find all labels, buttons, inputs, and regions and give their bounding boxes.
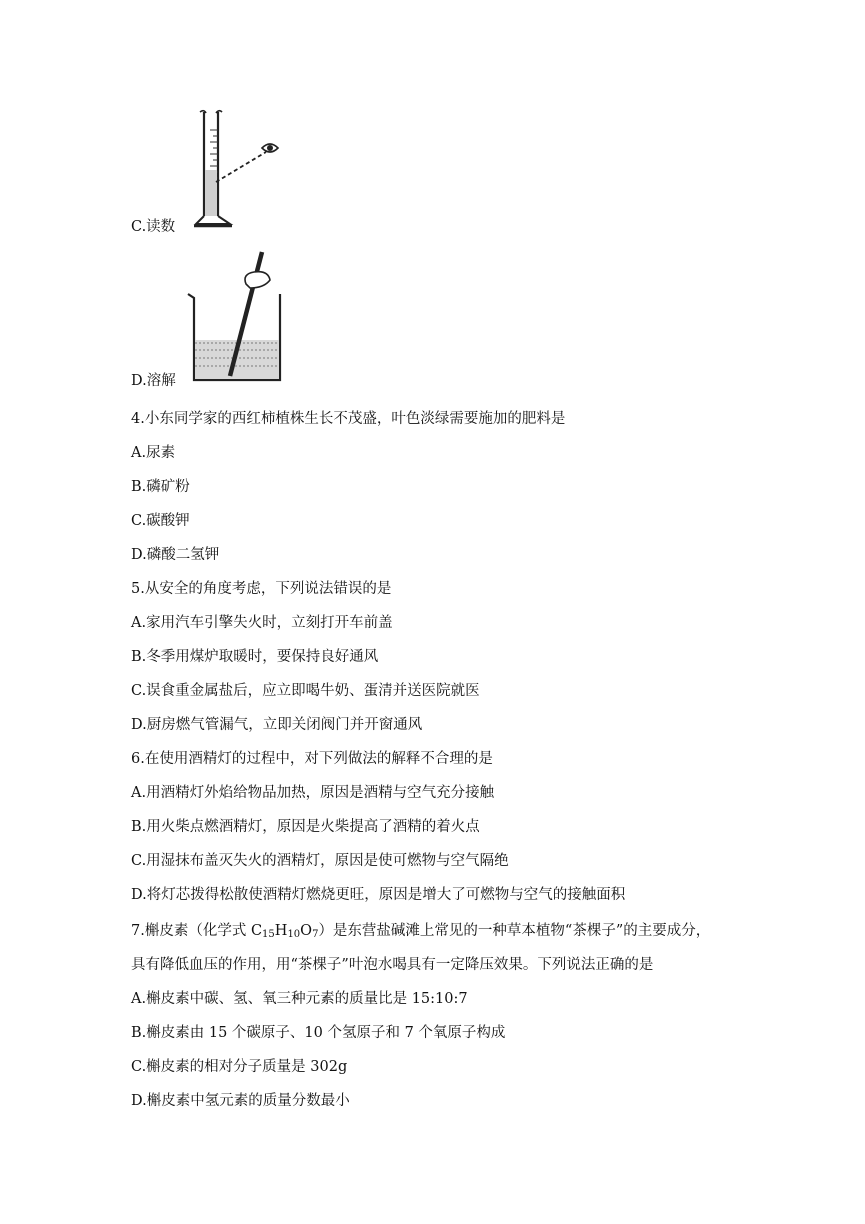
q7-option-c: C.槲皮素的相对分子质量是 302g <box>131 1059 348 1075</box>
q6-option-b: B.用火柴点燃酒精灯，原因是火柴提高了酒精的着火点 <box>131 819 480 835</box>
graduated-cylinder-figure <box>186 108 296 234</box>
q4-option-d: D.磷酸二氢钾 <box>131 547 220 563</box>
q6-option-a: A.用酒精灯外焰给物品加热，原因是酒精与空气充分接触 <box>131 785 495 801</box>
q5-option-c: C.误食重金属盐后，应立即喝牛奶、蛋清并送医院就医 <box>131 683 480 699</box>
q5-option-d: D.厨房燃气管漏气，立即关闭阀门并开窗通风 <box>131 717 423 733</box>
q6-stem: 6.在使用酒精灯的过程中，对下列做法的解释不合理的是 <box>131 751 493 767</box>
q4-option-a: A.尿素 <box>131 445 176 461</box>
beaker-stirring-icon <box>184 248 296 388</box>
formula-o: O <box>300 923 313 939</box>
q6-option-d: D.将灯芯拨得松散使酒精灯燃烧更旺，原因是增大了可燃物与空气的接触面积 <box>131 887 626 903</box>
q6-option-c: C.用湿抹布盖灭失火的酒精灯，原因是使可燃物与空气隔绝 <box>131 853 509 869</box>
q3-option-c: C.读数 <box>131 219 176 235</box>
q7-stem-line2: 具有降低血压的作用，用“茶棵子”叶泡水喝具有一定降压效果。下列说法正确的是 <box>131 957 654 973</box>
formula-sub-h: 10 <box>287 929 301 940</box>
q7-option-b: B.槲皮素由 15 个碳原子、10 个氢原子和 7 个氧原子构成 <box>131 1025 506 1041</box>
graduated-cylinder-reading-icon <box>186 108 296 234</box>
q4-option-b: B.磷矿粉 <box>131 479 190 495</box>
q5-option-a: A.家用汽车引擎失火时，立刻打开车前盖 <box>131 615 393 631</box>
q7-stem-line1 <box>131 922 710 940</box>
q5-stem: 5.从安全的角度考虑，下列说法错误的是 <box>131 581 392 597</box>
q7-option-d: D.槲皮素中氢元素的质量分数最小 <box>131 1093 350 1109</box>
q7-stem-suffix: ）是东营盐碱滩上常见的一种草本植物“茶棵子”的主要成分， <box>318 923 711 939</box>
q4-option-c: C.碳酸钾 <box>131 513 190 529</box>
q7-option-a: A.槲皮素中碳、氢、氧三种元素的质量比是 15:10:7 <box>131 991 468 1007</box>
q5-option-b: B.冬季用煤炉取暖时，要保持良好通风 <box>131 649 379 665</box>
formula-sub-c: 15 <box>262 929 275 940</box>
q3-option-d: D.溶解 <box>131 373 176 389</box>
q4-stem: 4.小东同学家的西红柿植株生长不茂盛，叶色淡绿需要施加的肥料是 <box>131 411 566 427</box>
formula-h: H <box>274 923 288 939</box>
beaker-figure <box>184 248 296 388</box>
formula-sub-o: 7 <box>312 929 319 940</box>
q7-stem-prefix: 7.槲皮素（化学式 C <box>131 923 263 939</box>
